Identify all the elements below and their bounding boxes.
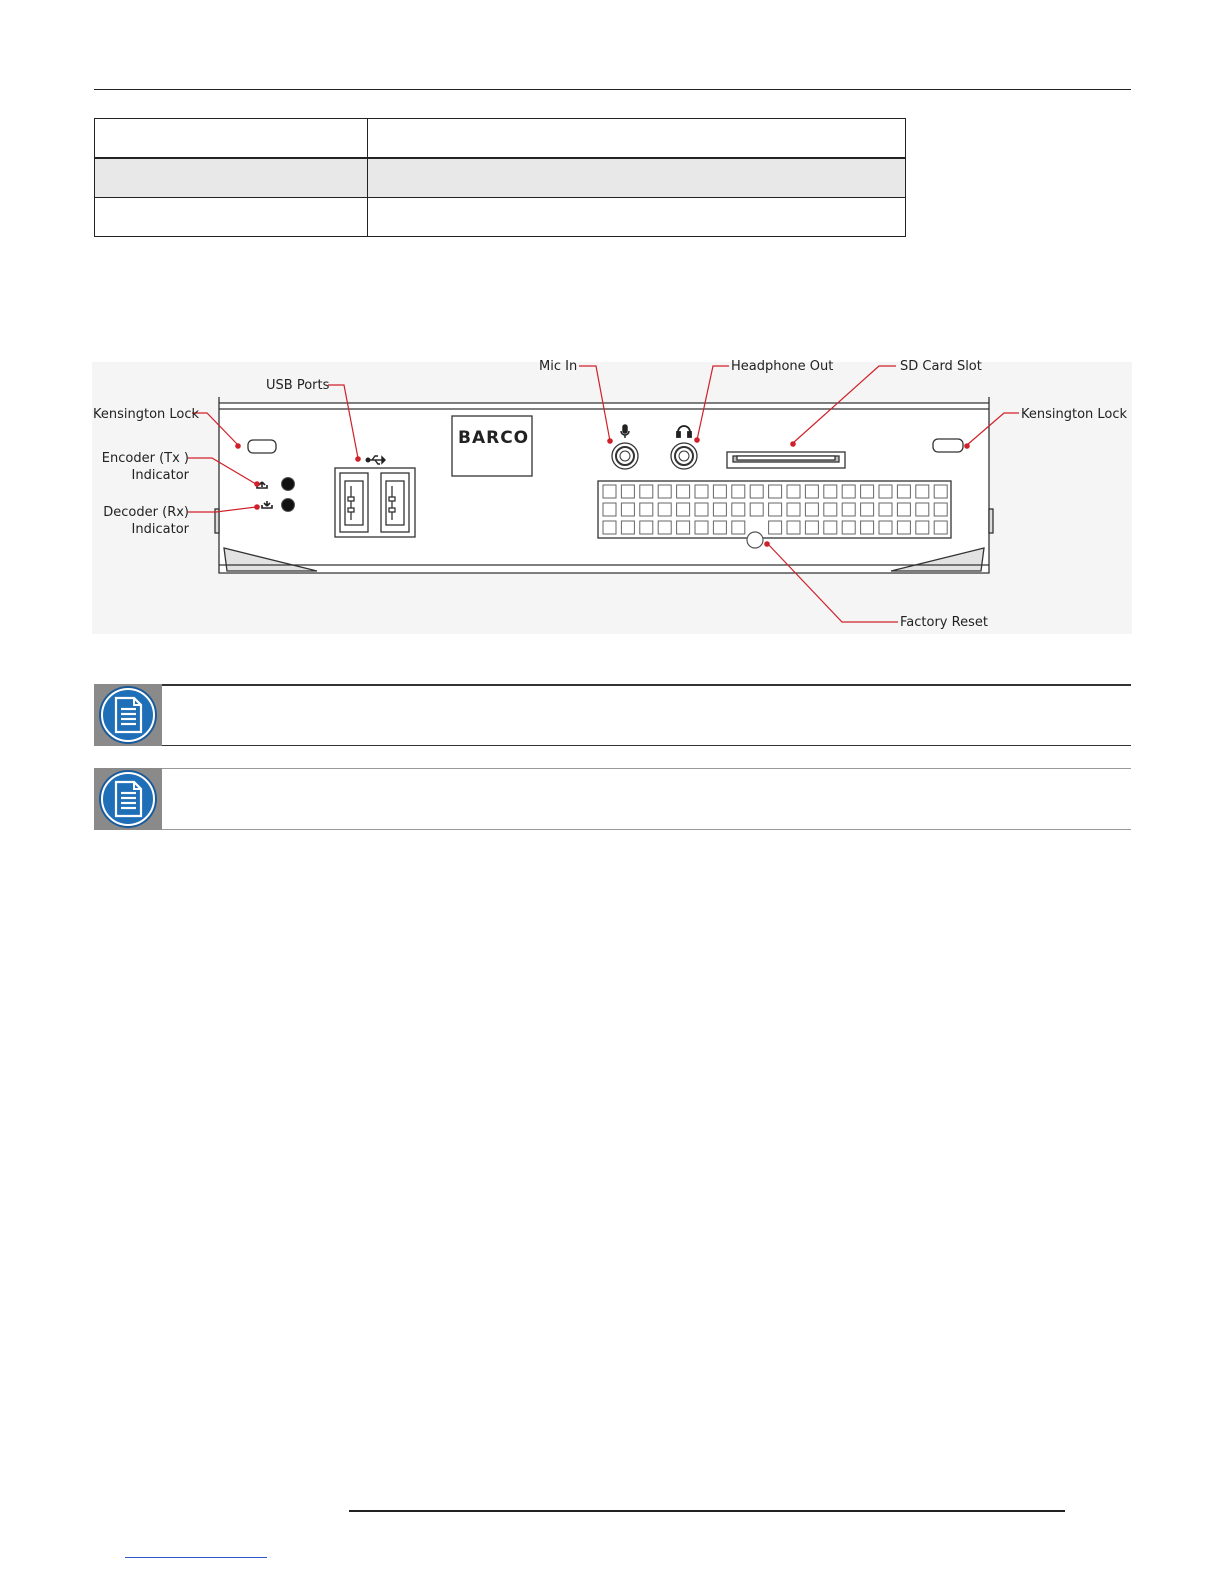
- note-box: [94, 768, 1131, 830]
- vent-hole: [713, 521, 726, 534]
- vent-hole: [658, 521, 671, 534]
- vent-hole: [769, 485, 782, 498]
- vent-hole: [897, 521, 910, 534]
- table-row: [95, 119, 906, 159]
- vent-hole: [934, 503, 947, 516]
- vent-hole: [861, 503, 874, 516]
- vent-hole: [603, 521, 616, 534]
- kensington-lock-left-label: Kensington Lock: [93, 407, 200, 422]
- table-cell: [368, 158, 906, 198]
- vent-hole: [750, 485, 763, 498]
- vent-hole: [621, 485, 634, 498]
- vent-hole: [824, 521, 837, 534]
- vent-hole: [787, 503, 800, 516]
- vent-hole: [640, 503, 653, 516]
- kensington-lock-right: [933, 439, 963, 452]
- vent-hole: [695, 485, 708, 498]
- vent-hole: [695, 503, 708, 516]
- encoder-indicator-label-line2: Indicator: [131, 468, 189, 483]
- usb-ports-label: USB Ports: [266, 378, 330, 393]
- vent-hole: [861, 521, 874, 534]
- vent-hole: [824, 503, 837, 516]
- mic-in-jack: [612, 443, 638, 469]
- vent-hole: [769, 503, 782, 516]
- factory-reset-button: [747, 532, 763, 548]
- decoder-indicator-led: [282, 499, 295, 512]
- sd-card-slot: [727, 452, 845, 468]
- kensington-lock-left: [248, 440, 276, 453]
- kensington-lock-right-label: Kensington Lock: [1021, 407, 1128, 422]
- sd-card-slot-label: SD Card Slot: [900, 359, 982, 374]
- note-box: [94, 684, 1131, 746]
- note-icon: [94, 768, 162, 830]
- vent-hole: [824, 485, 837, 498]
- footer-rule: [349, 1510, 1065, 1512]
- vent-hole: [695, 521, 708, 534]
- vent-hole: [732, 485, 745, 498]
- vent-hole: [916, 521, 929, 534]
- vent-hole: [677, 503, 690, 516]
- footer-link-underline[interactable]: [125, 1557, 267, 1558]
- vent-hole: [658, 485, 671, 498]
- table-row: [95, 158, 906, 198]
- vent-hole: [603, 503, 616, 516]
- vent-hole: [897, 503, 910, 516]
- vent-hole: [677, 521, 690, 534]
- vent-hole: [658, 503, 671, 516]
- front-panel-figure: [92, 352, 1132, 634]
- vent-grid: [598, 481, 951, 538]
- header-rule: [94, 89, 1131, 90]
- vent-hole: [769, 521, 782, 534]
- usb-ports: [335, 468, 415, 537]
- vent-hole: [640, 485, 653, 498]
- headphone-out-jack: [671, 443, 697, 469]
- note-icon: [94, 684, 162, 746]
- table-cell: [95, 119, 368, 159]
- table-row: [95, 198, 906, 237]
- vent-hole: [750, 503, 763, 516]
- mic-in-label: Mic In: [539, 359, 578, 374]
- vent-hole: [732, 503, 745, 516]
- vent-hole: [713, 503, 726, 516]
- vent-hole: [713, 485, 726, 498]
- headphone-out-label: Headphone Out: [731, 359, 834, 374]
- factory-reset-label: Factory Reset: [900, 615, 988, 630]
- vent-hole: [677, 485, 690, 498]
- decoder-indicator-label-line1: Decoder (Rx): [103, 505, 189, 520]
- vent-hole: [879, 503, 892, 516]
- vent-hole: [787, 521, 800, 534]
- vent-hole: [621, 503, 634, 516]
- table-cell: [368, 198, 906, 237]
- vent-hole: [805, 485, 818, 498]
- table-cell: [368, 119, 906, 159]
- vent-hole: [603, 485, 616, 498]
- vent-hole: [842, 485, 855, 498]
- vent-hole: [934, 521, 947, 534]
- vent-hole: [732, 521, 745, 534]
- vent-hole: [861, 485, 874, 498]
- vent-hole: [640, 521, 653, 534]
- spec-table: [94, 118, 906, 237]
- vent-hole: [805, 521, 818, 534]
- table-cell: [95, 158, 368, 198]
- vent-hole: [842, 521, 855, 534]
- vent-hole: [805, 503, 818, 516]
- vent-hole: [842, 503, 855, 516]
- brand-logo: BARCO: [458, 428, 530, 448]
- table-cell: [95, 198, 368, 237]
- decoder-indicator-label-line2: Indicator: [131, 522, 189, 537]
- vent-hole: [897, 485, 910, 498]
- vent-hole: [934, 485, 947, 498]
- vent-hole: [916, 503, 929, 516]
- vent-hole: [879, 521, 892, 534]
- vent-hole: [787, 485, 800, 498]
- vent-hole: [879, 485, 892, 498]
- encoder-indicator-label-line1: Encoder (Tx ): [101, 451, 189, 466]
- encoder-indicator-led: [282, 478, 295, 491]
- vent-hole: [621, 521, 634, 534]
- vent-hole: [916, 485, 929, 498]
